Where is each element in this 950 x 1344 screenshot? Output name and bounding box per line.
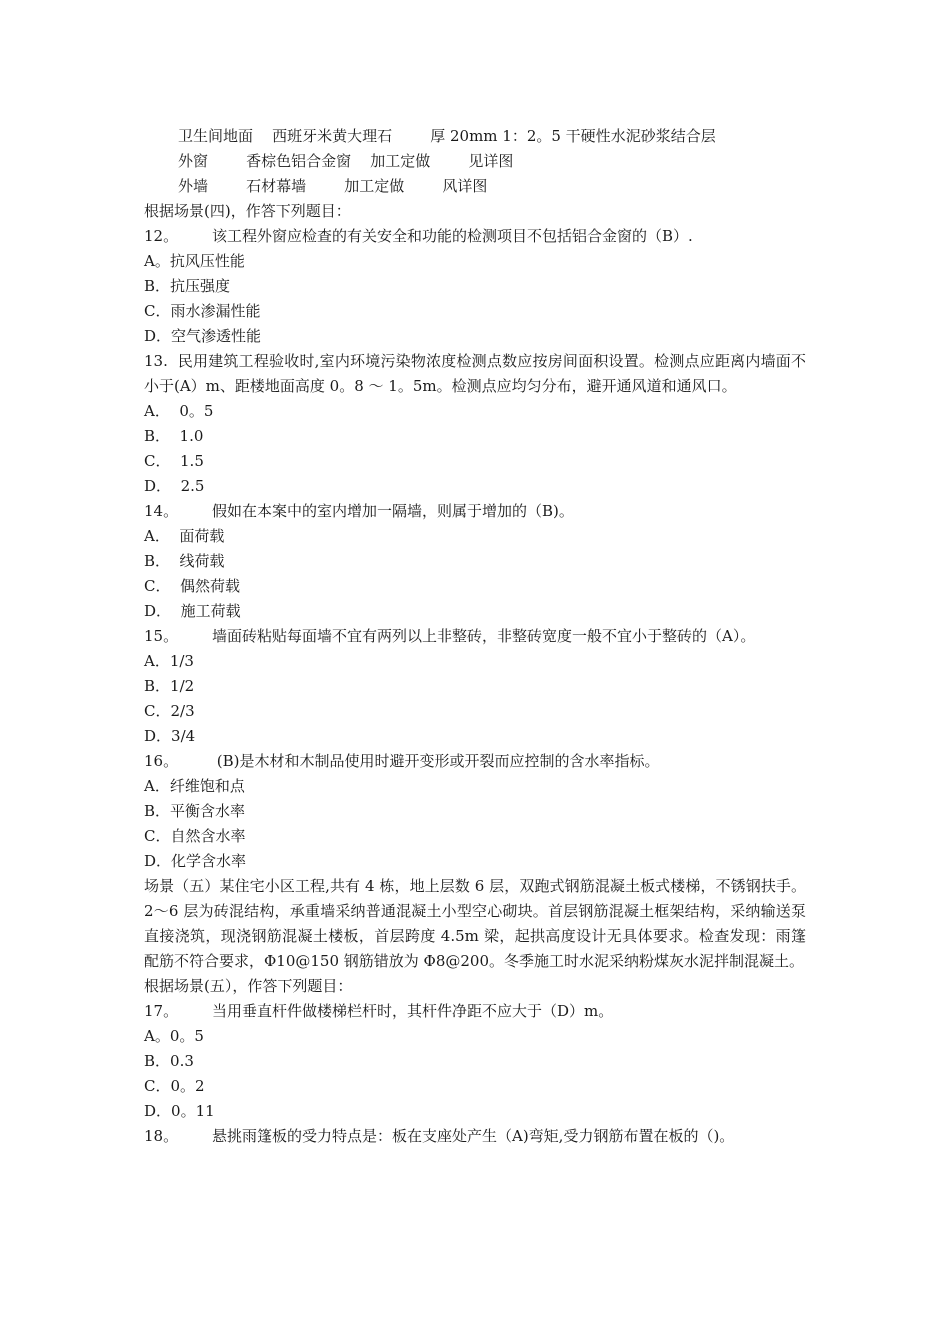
option: A．1/3 [144, 652, 194, 670]
option: D． 2.5 [144, 477, 205, 495]
question-18 [144, 1124, 806, 1149]
question-14 [144, 499, 806, 524]
question-number: 12。 [144, 227, 179, 245]
option: A． 面荷载 [144, 527, 225, 545]
option: A． 0。5 [144, 402, 214, 420]
option: B． 线荷载 [144, 552, 225, 570]
question-text: 该工程外窗应检查的有关安全和功能的检测项目不包括铝合金窗的（B）. [212, 227, 693, 245]
option: C．2/3 [144, 702, 195, 720]
spec-row: 外墙 石材幕墙 加工定做 风详图 [178, 177, 488, 195]
question-number: 14。 [144, 502, 179, 520]
option: D． 施工荷载 [144, 602, 241, 620]
option: B． 1.0 [144, 427, 204, 445]
option: C． 偶然荷载 [144, 577, 241, 595]
question-17 [144, 999, 806, 1024]
option: D．0。11 [144, 1102, 215, 1120]
question-text: (B)是木材和木制品使用时避开变形或开裂而应控制的含水率指标。 [212, 752, 660, 770]
option: C． 1.5 [144, 452, 204, 470]
scene5-paragraph: 场景（五）某住宅小区工程,共有 4 栋，地上层数 6 层，双跑式钢筋混凝土板式楼梯，不锈钢扶手。2～6 层为砖混结构，承重墙采纳普通混凝土小型空心砌块。首层钢筋混凝土框架结构，采纳输送泵直接浇筑，现浇钢筋混凝土楼板，首层跨度 4.5m 梁，起拱高度设计无具体要求。检查发现：雨篷配筋不符合要求，Φ10@150 钢筋错放为 Φ8@200。冬季施工时水泥采纳粉煤灰水泥拌制混凝土。 [144, 877, 806, 970]
option: A．纤维饱和点 [144, 777, 245, 795]
question-13 [144, 349, 806, 399]
question-number: 16。 [144, 752, 179, 770]
option: A。抗风压性能 [144, 252, 245, 270]
option: C．自然含水率 [144, 827, 246, 845]
question-text: 悬挑雨篷板的受力特点是：板在支座处产生（A)弯矩,受力钢筋布置在板的（)。 [212, 1127, 735, 1145]
question-text: 墙面砖粘贴每面墙不宜有两列以上非整砖，非整砖宽度一般不宜小于整砖的（A）。 [212, 627, 756, 645]
option: B．平衡含水率 [144, 802, 246, 820]
option: D．空气渗透性能 [144, 327, 262, 345]
option: D．3/4 [144, 727, 196, 745]
spec-row: 卫生间地面 西班牙米黄大理石 厚 20mm 1：2。5 干硬性水泥砂浆结合层 [178, 127, 716, 145]
option: B．抗压强度 [144, 277, 231, 295]
question-text: 民用建筑工程验收时,室内环境污染物浓度检测点数应按房间面积设置。检测点应距离内墙面不小于(A）m、距楼地面高度 0。8 ～ 1。5m。检测点应均匀分布，避开通风道和通风口。 [144, 352, 806, 395]
question-number: 15。 [144, 627, 179, 645]
spec-row: 外窗 香棕色铝合金窗 加工定做 见详图 [178, 152, 514, 170]
option: A。0。5 [144, 1027, 204, 1045]
question-number: 13. [144, 352, 168, 370]
option: B．0.3 [144, 1052, 194, 1070]
scene4-intro: 根据场景(四)，作答下列题目： [144, 202, 351, 220]
question-text: 假如在本案中的室内增加一隔墙，则属于增加的（B)。 [212, 502, 574, 520]
option: C．雨水渗漏性能 [144, 302, 261, 320]
option: C．0。2 [144, 1077, 205, 1095]
question-16 [144, 749, 806, 774]
question-number: 18。 [144, 1127, 179, 1145]
question-15 [144, 624, 806, 649]
question-12 [144, 224, 806, 249]
option: D．化学含水率 [144, 852, 247, 870]
question-number: 17。 [144, 1002, 179, 1020]
option: B．1/2 [144, 677, 195, 695]
question-text: 当用垂直杆件做楼梯栏杆时，其杆件净距不应大于（D）m。 [212, 1002, 614, 1020]
scene5-intro: 根据场景(五），作答下列题目： [144, 977, 353, 995]
